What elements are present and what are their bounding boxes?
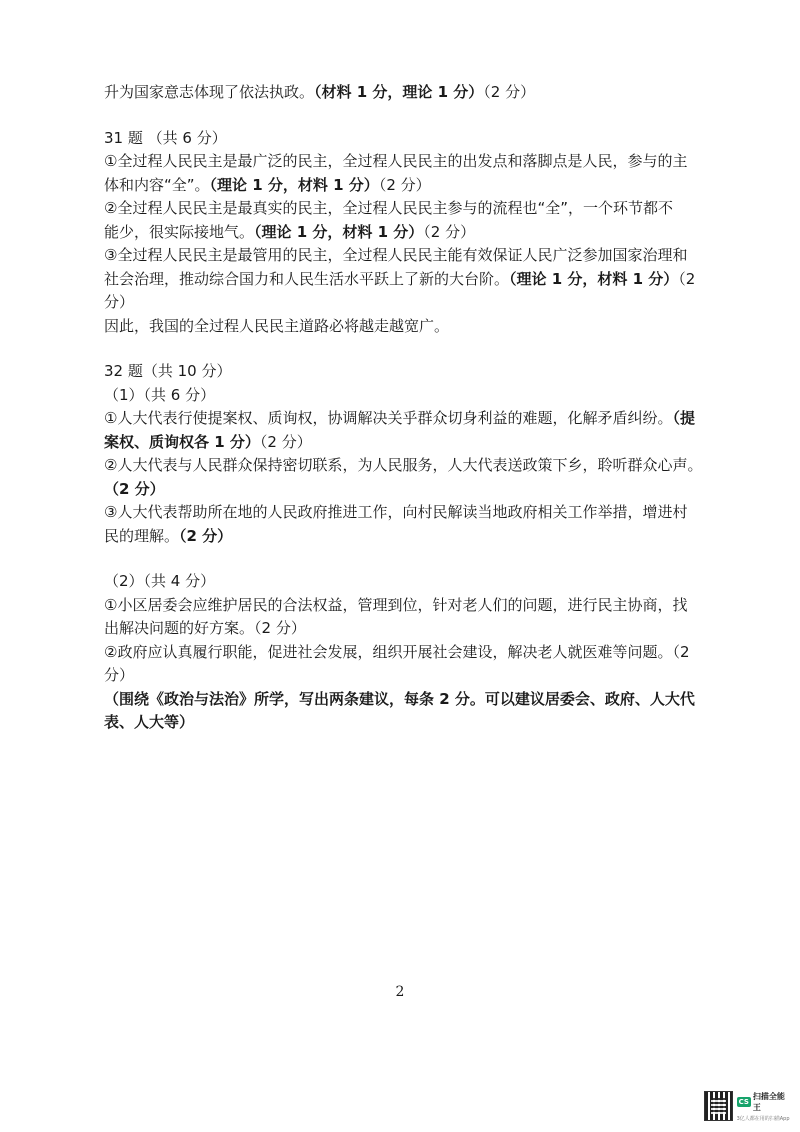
qr-code-icon [704, 1091, 733, 1121]
text-line [104, 478, 700, 502]
text-segment: （2 分） [378, 175, 431, 194]
score-note: （理论 1 分，材料 1 分） [209, 175, 379, 194]
paragraph-gap [104, 548, 700, 570]
text-line [104, 150, 700, 174]
scanner-watermark [704, 1086, 790, 1126]
text-segment: ②政府应认真履行职能，促进社会发展，组织开展社会建设，解决老人就医难等问题。（2 [104, 642, 690, 661]
text-line [104, 454, 703, 478]
text-line [104, 431, 700, 455]
score-note: （理论 1 分，材料 1 分） [509, 269, 679, 288]
text-segment: （2 分） [259, 432, 312, 451]
text-line [104, 664, 700, 688]
text-segment: 分） [104, 293, 135, 311]
text-line [104, 384, 700, 408]
text-segment: （2 分） [483, 83, 536, 101]
text-line [104, 221, 700, 245]
score-note: （围绕《政治与法治》所学，写出两条建议，每条 2 分。可以建议居委会、政府、人大代 [104, 689, 695, 708]
text-line [104, 711, 700, 735]
page-number: 2 [395, 984, 405, 1000]
text-line [104, 174, 700, 198]
text-segment: 因此，我国的全过程人民民主道路必将越走越宽广。 [104, 316, 450, 335]
brand-tagline: 3亿人都在用的扫描App [736, 1115, 790, 1122]
text-line [104, 360, 700, 384]
text-segment: （2）（共 4 分） [104, 572, 216, 590]
text-line [104, 291, 700, 315]
text-segment: 民的理解。 [104, 526, 180, 545]
text-segment: 出解决问题的好方案。（2 分） [104, 619, 306, 637]
cs-logo: CS [738, 1097, 749, 1106]
text-segment: （2 分） [423, 222, 476, 241]
score-note: 案权、质询权各 1 分） [104, 432, 260, 451]
text-segment: ②全过程人民民主是最真实的民主，全过程人民民主参与的流程也“全”，一个环节都不 [104, 199, 673, 217]
paragraph-gap [104, 338, 700, 360]
score-note: （理论 1 分，材料 1 分） [254, 222, 424, 241]
answer-text-block [104, 81, 703, 735]
text-segment: 社会治理，推动综合国力和人民生活水平跃上了新的大台阶。 [104, 269, 510, 288]
text-segment: 32 题（共 10 分） [104, 362, 232, 380]
text-line [104, 617, 700, 641]
text-line [104, 525, 700, 549]
text-segment: 体和内容“全”。 [104, 175, 210, 194]
text-segment: ①全过程人民民主是最广泛的民主，全过程人民民主的出发点和落脚点是人民，参与的主 [104, 152, 688, 170]
score-note: （材料 1 分，理论 1 分） [314, 83, 484, 101]
score-note: 表、人大等） [104, 713, 195, 731]
text-line [104, 641, 700, 665]
text-segment: ③人大代表帮助所在地的人民政府推进工作，向村民解读当地政府相关工作举措，增进村 [104, 503, 688, 521]
text-segment: ①小区居委会应维护居民的合法权益，管理到位，针对老人们的问题，进行民主协商，找 [104, 595, 688, 614]
text-line [104, 244, 700, 268]
score-note: （2 分） [104, 479, 165, 498]
text-segment: 能少，很实际接地气。 [104, 222, 255, 241]
text-line [104, 570, 700, 594]
text-line [104, 268, 700, 292]
text-segment: 31 题 （共 6 分） [104, 128, 227, 147]
text-line [104, 81, 700, 105]
score-note: （2 分） [179, 526, 233, 545]
text-segment: （1）（共 6 分） [104, 385, 216, 404]
text-line [104, 315, 700, 339]
paragraph-gap [104, 105, 700, 127]
text-segment: 升为国家意志体现了依法执政。 [104, 83, 315, 101]
text-line [104, 127, 700, 151]
score-note: （提 [672, 409, 695, 427]
text-segment: ①人大代表行使提案权、质询权，协调解决关乎群众切身利益的难题，化解矛盾纠纷。 [104, 409, 673, 427]
text-line [104, 688, 700, 712]
text-segment: ③全过程人民民主是最管用的民主，全过程人民民主能有效保证人民广泛参加国家治理和 [104, 246, 688, 264]
brand-name: 扫描全能王 [752, 1091, 785, 1112]
text-segment: （2 [678, 269, 696, 288]
text-line [104, 407, 700, 431]
text-segment: ②人大代表与人民群众保持密切联系，为人民服务，人大代表送政策下乡，聆听群众心声。 [104, 456, 703, 474]
text-line [104, 594, 700, 618]
text-segment: 分） [104, 666, 135, 684]
text-line [104, 197, 700, 221]
text-line [104, 501, 700, 525]
